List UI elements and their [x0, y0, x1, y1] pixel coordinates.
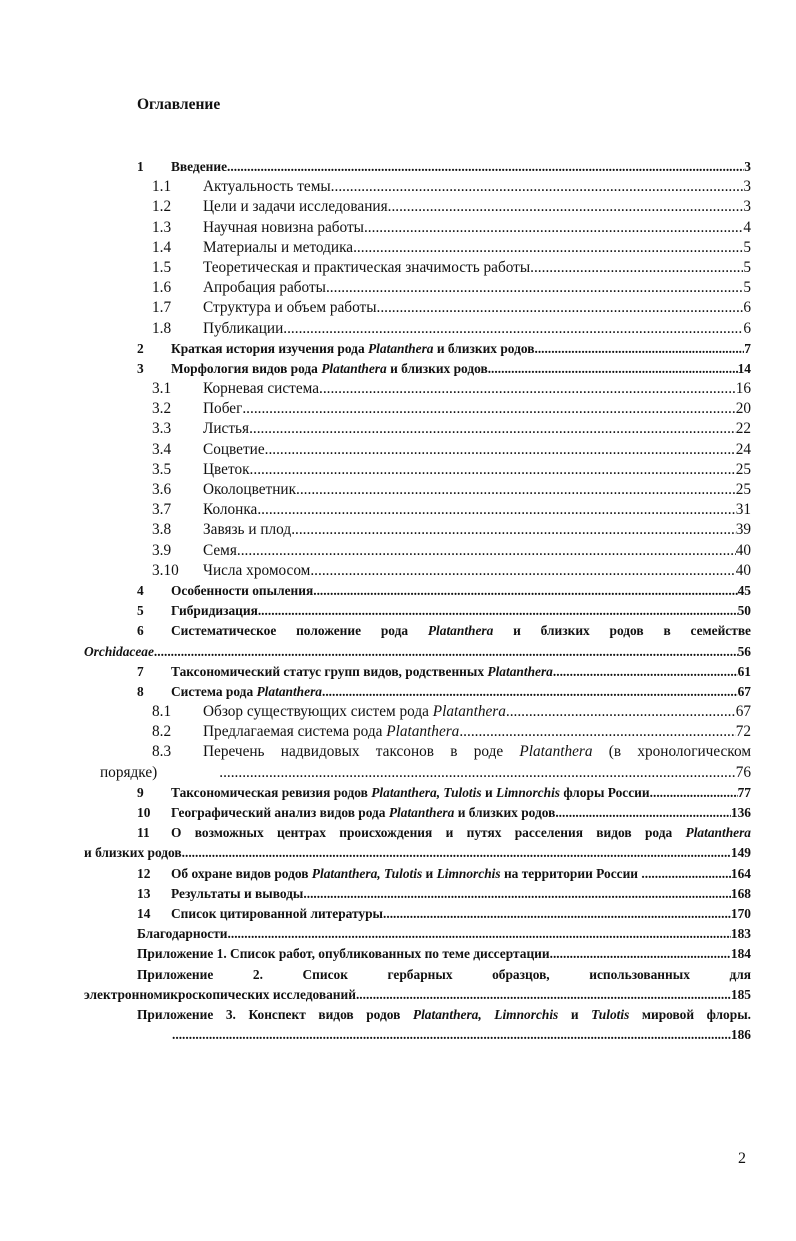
entry-text-segment: Обзор существующих систем рода [203, 703, 433, 721]
dot-leader [182, 843, 731, 863]
entry-title [171, 682, 322, 702]
dot-leader [356, 985, 731, 1005]
toc-entry[interactable] [84, 480, 751, 500]
entry-text-segment: О возможных центрах происхождения и путях расселения видов рода [171, 825, 686, 841]
entry-text-segment: Limnorchis [436, 865, 501, 881]
dot-leader [313, 581, 737, 601]
toc-entry[interactable] [84, 500, 751, 520]
dot-leader [303, 884, 731, 904]
entry-page: 67 [737, 683, 751, 699]
table-of-contents [84, 157, 751, 1045]
entry-number: 9 [137, 784, 144, 800]
dot-leader [319, 379, 736, 399]
entry-text-segment: Теоретическая и практическая значимость работы [203, 258, 531, 276]
entry-title-continuation [84, 985, 356, 1005]
entry-page: 6 [743, 319, 751, 337]
entry-text-segment: Побег [203, 400, 243, 418]
toc-entry[interactable] [84, 541, 751, 561]
entry-page: 20 [735, 400, 751, 418]
dot-leader [553, 662, 738, 682]
dot-leader [377, 298, 744, 318]
entry-text-segment: и близких родов в семействе [493, 623, 751, 639]
dot-leader [550, 944, 731, 964]
entry-text-segment: Platanthera [386, 723, 460, 741]
toc-entry[interactable] [84, 924, 751, 944]
toc-entry[interactable] [84, 339, 751, 359]
entry-text-segment: Platanthera [427, 623, 494, 639]
entry-text-segment: Систематическое положение рода [171, 623, 428, 639]
toc-entry[interactable] [84, 864, 751, 884]
entry-text-segment: Результаты и выводы [171, 885, 304, 901]
toc-entry[interactable] [84, 278, 751, 298]
entry-title [203, 520, 291, 540]
entry-text-segment: Platanthera [432, 703, 506, 721]
entry-text-segment: и близких родов [386, 360, 488, 376]
dot-leader [326, 278, 743, 298]
entry-number: 3.7 [152, 501, 172, 519]
toc-entry[interactable] [84, 258, 751, 278]
entry-number: 7 [137, 663, 144, 679]
toc-entry-continuation[interactable] [84, 1025, 751, 1045]
dot-leader [555, 803, 731, 823]
entry-page: 22 [735, 420, 751, 438]
entry-title [203, 561, 310, 581]
entry-text-segment: Platanthera [519, 743, 593, 761]
dot-leader [227, 157, 744, 177]
entry-title [203, 218, 364, 238]
entry-text-segment: Platanthera, Tulotis [371, 784, 482, 800]
entry-text-segment: и близких родов [84, 845, 182, 861]
toc-entry[interactable] [84, 298, 751, 318]
toc-entry[interactable] [84, 803, 751, 823]
entry-page: 24 [735, 440, 751, 458]
toc-entry[interactable] [84, 1005, 751, 1025]
entry-title [203, 399, 242, 419]
entry-page: 40 [735, 561, 751, 579]
entry-text-segment: Цели и задачи исследования [203, 198, 388, 216]
entry-title [203, 460, 250, 480]
toc-entry[interactable] [84, 904, 751, 924]
dot-leader [242, 399, 735, 419]
toc-entry[interactable] [84, 177, 751, 197]
entry-text-segment: Актуальность темы [203, 178, 331, 196]
entry-text-segment: флоры России [560, 784, 650, 800]
entry-title [171, 864, 645, 884]
entry-page: 5 [743, 279, 751, 297]
dot-leader [291, 520, 736, 540]
entry-text-segment: Апробация работы [203, 279, 326, 297]
entry-text-segment: Цветок [203, 460, 250, 478]
entry-text-segment: Platanthera, Limnorchis [412, 1006, 559, 1022]
entry-text-segment: Корневая система [203, 380, 319, 398]
entry-title [203, 722, 459, 742]
entry-number: 1.5 [152, 258, 172, 276]
toc-entry[interactable] [84, 319, 751, 339]
entry-number: 1.1 [152, 178, 172, 196]
toc-entry-continuation[interactable] [84, 763, 751, 783]
dot-leader [228, 924, 731, 944]
entry-title [203, 258, 530, 278]
entry-text-segment: порядке) [100, 763, 158, 781]
entry-page: 16 [735, 380, 751, 398]
entry-page: 40 [735, 541, 751, 559]
entry-text-segment: Система рода [171, 683, 257, 699]
toc-entry[interactable] [84, 601, 751, 621]
entry-page: 4 [743, 218, 751, 236]
entry-page: 7 [744, 340, 751, 356]
entry-page: 50 [737, 603, 751, 619]
entry-page: 149 [730, 845, 751, 861]
entry-number: 1.8 [152, 319, 172, 337]
entry-text-segment: Приложение 3. Конспект видов родов [137, 1006, 413, 1022]
entry-text-segment: Соцветие [203, 440, 265, 458]
entry-text-segment: Семя [203, 541, 237, 559]
entry-number: 5 [137, 603, 144, 619]
toc-entry[interactable] [84, 460, 751, 480]
entry-text-segment: Структура и объем работы [203, 299, 377, 317]
entry-title [137, 944, 550, 964]
dot-leader [322, 682, 738, 702]
dot-leader [388, 197, 744, 217]
entry-page: 168 [730, 885, 751, 901]
toc-entry[interactable] [84, 379, 751, 399]
entry-number: 1.2 [152, 198, 172, 216]
entry-text-segment: Таксономический статус групп видов, родственных [171, 663, 488, 679]
entry-text-segment: Колонка [203, 501, 258, 519]
entry-page: 185 [730, 986, 751, 1002]
dot-leader [645, 864, 731, 884]
entry-title [171, 601, 258, 621]
entry-page: 3 [743, 178, 751, 196]
entry-page: 31 [735, 501, 751, 519]
entry-title [203, 440, 265, 460]
entry-title [171, 884, 303, 904]
entry-text-segment: Platanthera [321, 360, 387, 376]
toc-entry[interactable] [84, 682, 751, 702]
entry-page: 186 [730, 1027, 751, 1043]
entry-text-segment: на территории России . [500, 865, 645, 881]
dot-leader [650, 783, 738, 803]
entry-text-segment: и близких родов [433, 340, 535, 356]
toc-entry[interactable] [84, 702, 751, 722]
entry-page: 25 [735, 481, 751, 498]
entry-number: 1.3 [152, 218, 172, 236]
toc-entry[interactable] [84, 359, 751, 379]
entry-title [171, 581, 313, 601]
entry-number: 3.10 [152, 561, 179, 579]
entry-title [203, 197, 388, 217]
entry-page: 5 [743, 258, 751, 276]
entry-page: 136 [730, 805, 751, 820]
toc-entry[interactable] [84, 783, 751, 803]
entry-title [203, 500, 257, 520]
entry-text-segment: Благодарности [137, 926, 228, 942]
entry-title [171, 359, 488, 379]
entry-page: 183 [730, 926, 751, 942]
entry-number: 10 [137, 805, 151, 820]
entry-title [203, 742, 751, 762]
toc-entry[interactable] [84, 581, 751, 601]
entry-page: 77 [737, 784, 751, 800]
entry-title [137, 1005, 751, 1025]
entry-title [171, 662, 553, 682]
dot-leader [383, 904, 731, 924]
entry-number: 8.3 [152, 743, 172, 761]
dot-leader [258, 601, 738, 621]
entry-text-segment: Platanthera [487, 663, 553, 679]
entry-text-segment: мировой флоры. [629, 1006, 752, 1022]
entry-title-continuation [100, 763, 157, 783]
entry-number: 3 [137, 360, 144, 376]
entry-number: 1.6 [152, 279, 172, 297]
toc-entry[interactable] [84, 722, 751, 742]
entry-title [171, 339, 534, 359]
entry-text-segment: Platanthera [685, 825, 751, 841]
entry-page: 72 [735, 723, 751, 741]
entry-number: 2 [137, 340, 144, 356]
entry-title [203, 238, 353, 258]
entry-title [203, 480, 296, 500]
dot-leader [283, 319, 743, 339]
entry-text-segment: Завязь и плод [203, 521, 292, 539]
entry-title [171, 803, 555, 823]
entry-text-segment: Краткая история изучения рода [171, 340, 368, 356]
toc-entry-continuation[interactable] [84, 642, 751, 662]
entry-number: 1 [137, 159, 144, 174]
entry-text-segment: Список цитированной литературы [171, 905, 383, 921]
toc-entry-continuation[interactable] [84, 985, 751, 1005]
toc-entry[interactable] [84, 157, 751, 177]
entry-title [171, 783, 650, 803]
dot-leader [250, 460, 736, 480]
entry-text-segment: Platanthera [256, 683, 322, 699]
dot-leader [506, 702, 736, 722]
dot-leader [459, 722, 735, 742]
entry-text-segment: Tulotis [591, 1006, 630, 1022]
entry-number: 3.6 [152, 481, 172, 498]
entry-text-segment: и [422, 865, 437, 881]
entry-text-segment: Введение [171, 159, 228, 174]
dot-leader [534, 339, 744, 359]
entry-text-segment: Limnorchis [496, 784, 561, 800]
entry-text-segment: Platanthera, Tulotis [311, 865, 423, 881]
entry-text-segment: Гибридизация [171, 603, 258, 619]
toc-entry[interactable] [84, 662, 751, 682]
toc-entry[interactable] [84, 561, 751, 581]
toc-entry[interactable] [84, 399, 751, 419]
entry-text-segment: Числа хромосом [203, 561, 311, 579]
entry-number: 4 [137, 582, 144, 598]
entry-title [203, 702, 506, 722]
entry-number: 3.2 [152, 400, 172, 418]
entry-page: 39 [735, 521, 751, 539]
entry-page: 3 [744, 159, 751, 174]
entry-page: 5 [743, 238, 751, 256]
entry-text-segment: Географический анализ видов рода [171, 805, 389, 820]
entry-page: 25 [735, 460, 751, 478]
toc-entry[interactable] [84, 944, 751, 964]
entry-number: 12 [137, 865, 151, 881]
entry-text-segment: Особенности опыления [171, 582, 314, 598]
dot-leader [265, 440, 736, 460]
entry-text-segment: Морфология видов рода [171, 360, 322, 376]
dot-leader [219, 763, 735, 783]
entry-page: 61 [737, 663, 751, 679]
entry-page: 6 [743, 299, 751, 317]
entry-page: 56 [737, 643, 751, 659]
entry-title [203, 379, 319, 399]
entry-text-segment: и [481, 784, 497, 800]
entry-page: 170 [730, 905, 751, 921]
entry-title [203, 319, 283, 339]
entry-page: 76 [735, 763, 751, 781]
entry-number: 1.4 [152, 238, 172, 256]
entry-text-segment: и [558, 1006, 592, 1022]
entry-text-segment: Публикации [203, 319, 284, 337]
toc-entry[interactable] [84, 965, 751, 985]
entry-number: 6 [137, 623, 144, 639]
entry-page: 14 [737, 360, 751, 376]
dot-leader [310, 561, 735, 581]
entry-text-segment: Листья [203, 420, 250, 438]
toc-entry[interactable] [84, 218, 751, 238]
entry-page: 184 [730, 946, 751, 962]
entry-title [137, 924, 228, 944]
dot-leader [249, 419, 736, 439]
entry-title [137, 965, 751, 985]
entry-title [171, 904, 383, 924]
toc-entry[interactable] [84, 520, 751, 540]
dot-leader [172, 1025, 731, 1045]
entry-page: 3 [743, 198, 751, 216]
entry-text-segment: Материалы и методика [203, 238, 354, 256]
entry-title [203, 298, 377, 318]
entry-title-continuation [84, 843, 182, 863]
entry-text-segment: Platanthera [368, 340, 434, 356]
entry-page: 164 [730, 865, 751, 881]
entry-text-segment: (в хронологическом [592, 743, 752, 761]
entry-title [171, 823, 751, 843]
toc-entry[interactable] [84, 823, 751, 843]
entry-number: 11 [137, 825, 150, 841]
entry-text-segment: Предлагаемая система рода [203, 723, 387, 741]
entry-title [203, 278, 326, 298]
dot-leader [331, 177, 744, 197]
dot-leader [296, 480, 736, 500]
dot-leader [364, 218, 743, 238]
entry-page: 45 [737, 582, 751, 598]
dot-leader [353, 238, 743, 258]
entry-number: 13 [137, 885, 151, 901]
toc-title: Оглавление [137, 96, 221, 113]
entry-title [171, 621, 751, 641]
toc-entry[interactable] [84, 197, 751, 217]
entry-text-segment: Околоцветник [203, 481, 297, 498]
toc-entry[interactable] [84, 621, 751, 641]
toc-entry[interactable] [84, 238, 751, 258]
entry-text-segment: Приложение 2. Список гербарных образцов, использованных для [137, 966, 751, 982]
entry-text-segment: Научная новизна работы [203, 218, 364, 236]
entry-number: 8.1 [152, 703, 172, 721]
toc-entry[interactable] [84, 742, 751, 762]
entry-number: 3.5 [152, 460, 172, 478]
entry-number: 14 [137, 905, 151, 921]
entry-title [203, 419, 249, 439]
toc-entry[interactable] [84, 419, 751, 439]
entry-number: 3.9 [152, 541, 172, 559]
page-number: 2 [738, 1150, 746, 1167]
entry-text-segment: Orchidaceae [84, 643, 154, 659]
dot-leader [530, 258, 743, 278]
entry-text-segment: Перечень надвидовых таксонов в роде [203, 743, 520, 761]
entry-number: 8.2 [152, 723, 172, 741]
entry-number: 8 [137, 683, 144, 699]
entry-text-segment: и близких родов [454, 805, 556, 820]
dot-leader [237, 541, 736, 561]
entry-title [171, 157, 227, 177]
entry-text-segment: Таксономическая ревизия родов [171, 784, 372, 800]
entry-number: 3.4 [152, 440, 172, 458]
entry-text-segment: Platanthera [388, 805, 455, 820]
dot-leader [257, 500, 735, 520]
entry-page: 67 [735, 703, 751, 721]
entry-number: 3.3 [152, 420, 172, 438]
entry-text-segment: электронномикроскопических исследований [84, 986, 356, 1002]
entry-number: 3.8 [152, 521, 172, 539]
dot-leader [154, 642, 738, 662]
entry-title-continuation [84, 642, 154, 662]
toc-entry-continuation[interactable] [84, 843, 751, 863]
entry-number: 1.7 [152, 299, 172, 317]
toc-entry[interactable] [84, 440, 751, 460]
dot-leader [488, 359, 738, 379]
entry-text-segment: Об охране видов родов [171, 865, 312, 881]
entry-title [203, 177, 331, 197]
entry-title [203, 541, 237, 561]
toc-entry[interactable] [84, 884, 751, 904]
entry-number: 3.1 [152, 380, 172, 398]
entry-text-segment: Приложение 1. Список работ, опубликованных по теме диссертации [137, 946, 550, 962]
